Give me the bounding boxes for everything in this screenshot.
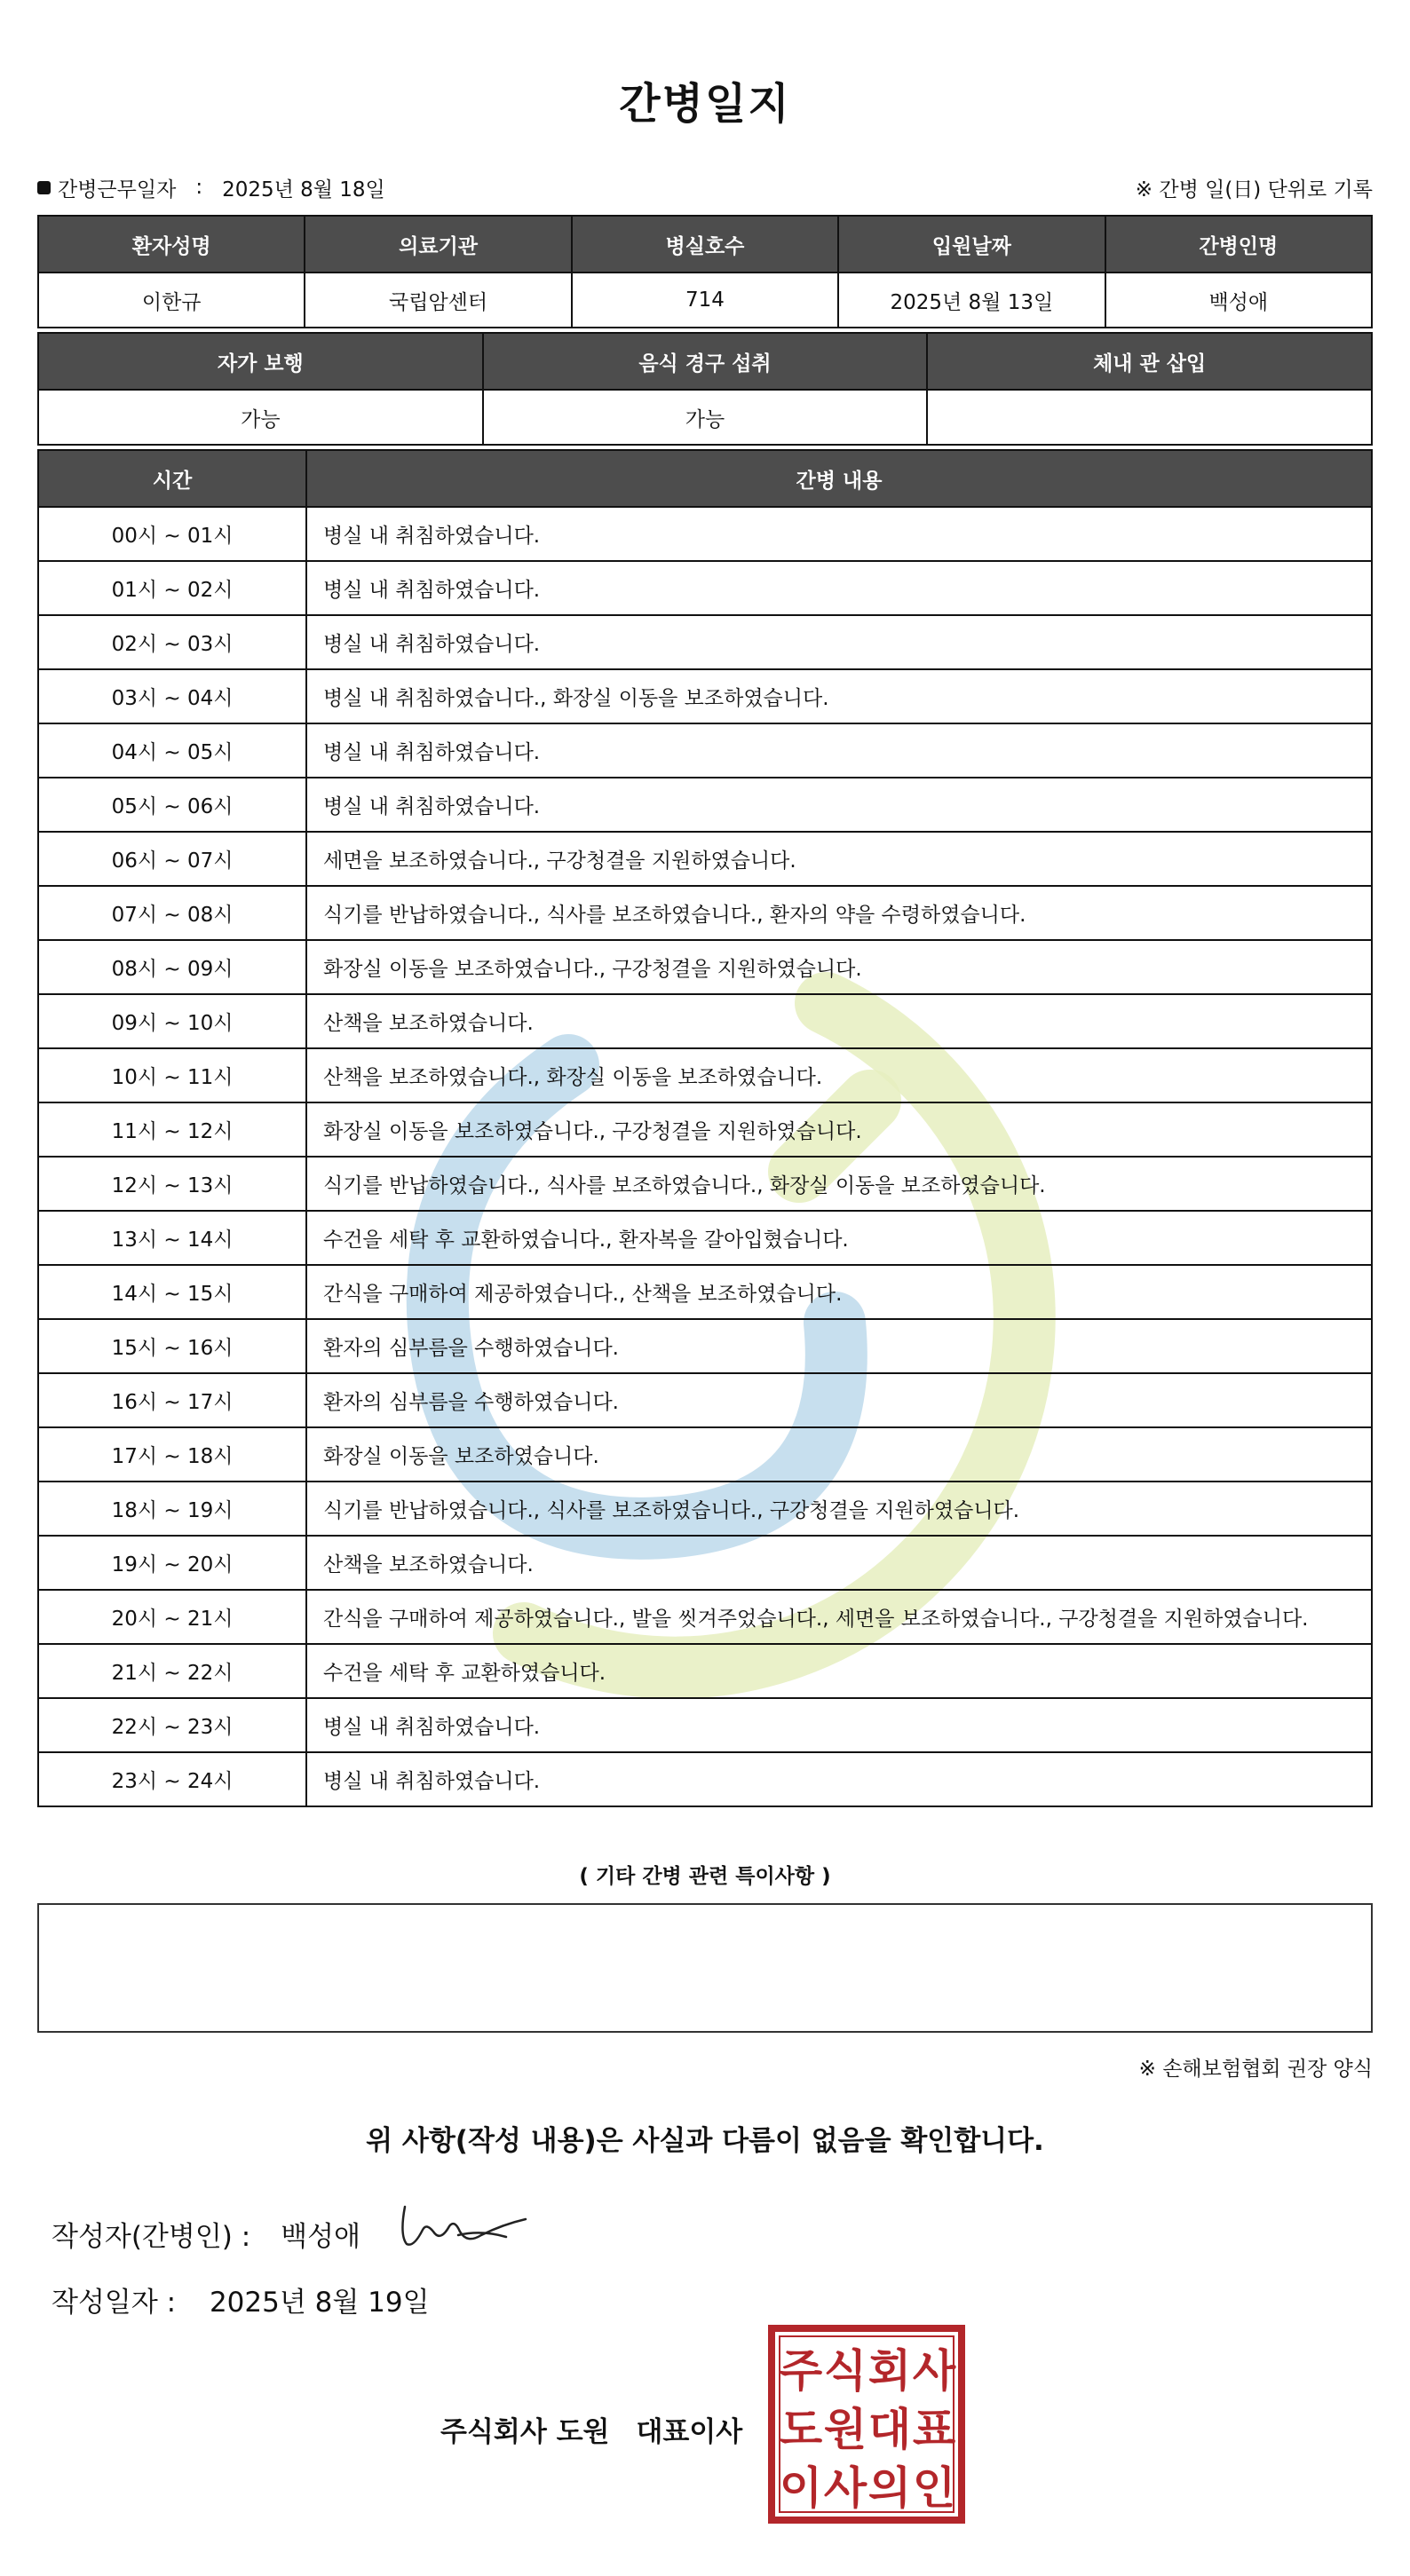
- writer-line: [51, 2214, 360, 2254]
- patient-name: 이한규: [38, 273, 305, 328]
- time-cell: 02시 ~ 03시: [38, 615, 306, 669]
- svg-text:주: 주: [779, 2345, 823, 2397]
- time-cell: 23시 ~ 24시: [38, 1752, 306, 1806]
- care-content-cell: 산책을 보조하였습니다.: [306, 1536, 1372, 1590]
- company-title: 대표이사: [636, 2416, 743, 2448]
- time-cell: 17시 ~ 18시: [38, 1427, 306, 1482]
- care-content-cell: 간식을 구매하여 제공하였습니다., 발을 씻겨주었습니다., 세면을 보조하였습니다., 구강청결을 지원하였습니다.: [306, 1590, 1372, 1644]
- time-cell: 05시 ~ 06시: [38, 778, 306, 832]
- table-row: [38, 669, 1372, 723]
- meta-row: [37, 172, 1373, 202]
- table-row: [38, 1102, 1372, 1157]
- table-row: [38, 1644, 1372, 1698]
- header-patient-name: 환자성명: [38, 216, 305, 273]
- care-log-table: [37, 449, 1373, 1807]
- care-content-cell: 식기를 반납하였습니다., 식사를 보조하였습니다., 환자의 약을 수령하였습니다.: [306, 886, 1372, 940]
- header-caregiver-name: 간병인명: [1105, 216, 1372, 273]
- care-content-cell: 환자의 심부름을 수행하였습니다.: [306, 1319, 1372, 1373]
- table-row: [38, 1265, 1372, 1319]
- patient-status-table: [37, 332, 1373, 446]
- page-title: 간병일지: [619, 79, 791, 129]
- care-content-cell: 화장실 이동을 보조하였습니다.: [306, 1427, 1372, 1482]
- table-row: [38, 507, 1372, 561]
- notes-box: [37, 1903, 1373, 2033]
- patient-info-table: [37, 215, 1373, 328]
- write-date-label: 작성일자 :: [51, 2287, 177, 2319]
- self-walking: 가능: [38, 390, 483, 445]
- table-row: [38, 886, 1372, 940]
- svg-text:사: 사: [912, 2345, 956, 2397]
- care-content-cell: 화장실 이동을 보조하였습니다., 구강청결을 지원하였습니다.: [306, 1102, 1372, 1157]
- care-content-cell: 병실 내 취침하였습니다.: [306, 615, 1372, 669]
- care-content-cell: 식기를 반납하였습니다., 식사를 보조하였습니다., 구강청결을 지원하였습니다.: [306, 1482, 1372, 1536]
- write-date-value: 2025년 8월 19일: [209, 2287, 430, 2319]
- table-row: [38, 1211, 1372, 1265]
- time-cell: 01시 ~ 02시: [38, 561, 306, 615]
- company-seal-icon: [767, 2324, 966, 2525]
- time-cell: 19시 ~ 20시: [38, 1536, 306, 1590]
- time-cell: 22시 ~ 23시: [38, 1698, 306, 1752]
- table-row: [38, 1536, 1372, 1590]
- caregiver-name: 백성애: [1105, 273, 1372, 328]
- care-content-cell: 산책을 보조하였습니다., 화장실 이동을 보조하였습니다.: [306, 1048, 1372, 1102]
- room-number: 714: [572, 273, 838, 328]
- time-cell: 13시 ~ 14시: [38, 1211, 306, 1265]
- time-cell: 04시 ~ 05시: [38, 723, 306, 778]
- confirmation-statement: 위 사항(작성 내용)은 사실과 다름이 없음을 확인합니다.: [366, 2125, 1044, 2157]
- header-time: 시간: [38, 450, 306, 507]
- care-content-cell: 병실 내 취침하였습니다.: [306, 561, 1372, 615]
- table-row: [38, 1373, 1372, 1427]
- time-cell: 10시 ~ 11시: [38, 1048, 306, 1102]
- svg-text:도: 도: [779, 2404, 823, 2455]
- table-row: [38, 1590, 1372, 1644]
- time-cell: 03시 ~ 04시: [38, 669, 306, 723]
- table-row: [38, 1427, 1372, 1482]
- care-content-cell: 병실 내 취침하였습니다.: [306, 723, 1372, 778]
- time-cell: 06시 ~ 07시: [38, 832, 306, 886]
- svg-text:사: 사: [823, 2462, 867, 2514]
- header-room-number: 병실호수: [572, 216, 838, 273]
- time-cell: 15시 ~ 16시: [38, 1319, 306, 1373]
- header-self-walking: 자가 보행: [38, 333, 483, 390]
- time-cell: 18시 ~ 19시: [38, 1482, 306, 1536]
- oral-intake: 가능: [483, 390, 928, 445]
- header-tube-insertion: 체내 관 삽입: [927, 333, 1372, 390]
- work-date-value: 2025년 8월 18일: [222, 178, 385, 201]
- care-content-cell: 산책을 보조하였습니다.: [306, 994, 1372, 1048]
- care-content-cell: 병실 내 취침하였습니다.: [306, 778, 1372, 832]
- svg-text:원: 원: [823, 2404, 867, 2455]
- notes-title: ( 기타 간병 관련 특이사항 ): [579, 1865, 831, 1888]
- writer-name: 백성애: [281, 2221, 361, 2253]
- care-content-cell: 병실 내 취침하였습니다.: [306, 507, 1372, 561]
- time-cell: 16시 ~ 17시: [38, 1373, 306, 1427]
- table-row: [38, 1752, 1372, 1806]
- svg-text:회: 회: [867, 2345, 912, 2397]
- care-content-cell: 간식을 구매하여 제공하였습니다., 산책을 보조하였습니다.: [306, 1265, 1372, 1319]
- writer-label: 작성자(간병인) :: [51, 2221, 251, 2253]
- write-date-line: [51, 2280, 430, 2319]
- table-row: [38, 1048, 1372, 1102]
- unit-note: ※ 간병 일(日) 단위로 기록: [1135, 178, 1373, 201]
- hospital: 국립암센터: [305, 273, 571, 328]
- care-content-cell: 병실 내 취침하였습니다., 화장실 이동을 보조하였습니다.: [306, 669, 1372, 723]
- work-date-separator: :: [195, 176, 203, 199]
- work-date: [37, 173, 385, 202]
- time-cell: 11시 ~ 12시: [38, 1102, 306, 1157]
- association-note: ※ 손해보험협회 권장 양식: [1138, 2058, 1373, 2081]
- table-row: [38, 940, 1372, 994]
- company-line: [440, 2409, 742, 2449]
- header-hospital: 의료기관: [305, 216, 571, 273]
- svg-text:표: 표: [912, 2404, 956, 2455]
- table-row: [38, 1157, 1372, 1211]
- table-row: [38, 723, 1372, 778]
- company-name: 주식회사 도원: [440, 2416, 610, 2448]
- time-cell: 00시 ~ 01시: [38, 507, 306, 561]
- care-content-cell: 수건을 세탁 후 교환하였습니다.: [306, 1644, 1372, 1698]
- care-content-cell: 병실 내 취침하였습니다.: [306, 1698, 1372, 1752]
- header-care-content: 간병 내용: [306, 450, 1372, 507]
- square-bullet-icon: [37, 181, 51, 194]
- table-row: [38, 994, 1372, 1048]
- svg-text:의: 의: [867, 2462, 912, 2514]
- admission-date: 2025년 8월 13일: [838, 273, 1105, 328]
- care-content-cell: 세면을 보조하였습니다., 구강청결을 지원하였습니다.: [306, 832, 1372, 886]
- table-row: [38, 832, 1372, 886]
- time-cell: 09시 ~ 10시: [38, 994, 306, 1048]
- time-cell: 07시 ~ 08시: [38, 886, 306, 940]
- svg-text:식: 식: [823, 2345, 867, 2397]
- table-row: [38, 1319, 1372, 1373]
- table-row: [38, 778, 1372, 832]
- care-content-cell: 화장실 이동을 보조하였습니다., 구강청결을 지원하였습니다.: [306, 940, 1372, 994]
- svg-text:대: 대: [867, 2404, 912, 2455]
- table-row: [38, 1482, 1372, 1536]
- care-content-cell: 병실 내 취침하였습니다.: [306, 1752, 1372, 1806]
- header-oral-intake: 음식 경구 섭취: [483, 333, 928, 390]
- time-cell: 14시 ~ 15시: [38, 1265, 306, 1319]
- svg-text:이: 이: [779, 2462, 823, 2514]
- tube-insertion: [927, 390, 1372, 445]
- header-admission-date: 입원날짜: [838, 216, 1105, 273]
- time-cell: 21시 ~ 22시: [38, 1644, 306, 1698]
- svg-text:인: 인: [912, 2462, 956, 2514]
- table-row: [38, 561, 1372, 615]
- signature-icon: [396, 2200, 529, 2253]
- care-content-cell: 환자의 심부름을 수행하였습니다.: [306, 1373, 1372, 1427]
- care-content-cell: 식기를 반납하였습니다., 식사를 보조하였습니다., 화장실 이동을 보조하였습니다.: [306, 1157, 1372, 1211]
- table-row: [38, 1698, 1372, 1752]
- table-row: [38, 615, 1372, 669]
- work-date-label: 간병근무일자: [58, 178, 177, 201]
- time-cell: 08시 ~ 09시: [38, 940, 306, 994]
- time-cell: 20시 ~ 21시: [38, 1590, 306, 1644]
- care-content-cell: 수건을 세탁 후 교환하였습니다., 환자복을 갈아입혔습니다.: [306, 1211, 1372, 1265]
- time-cell: 12시 ~ 13시: [38, 1157, 306, 1211]
